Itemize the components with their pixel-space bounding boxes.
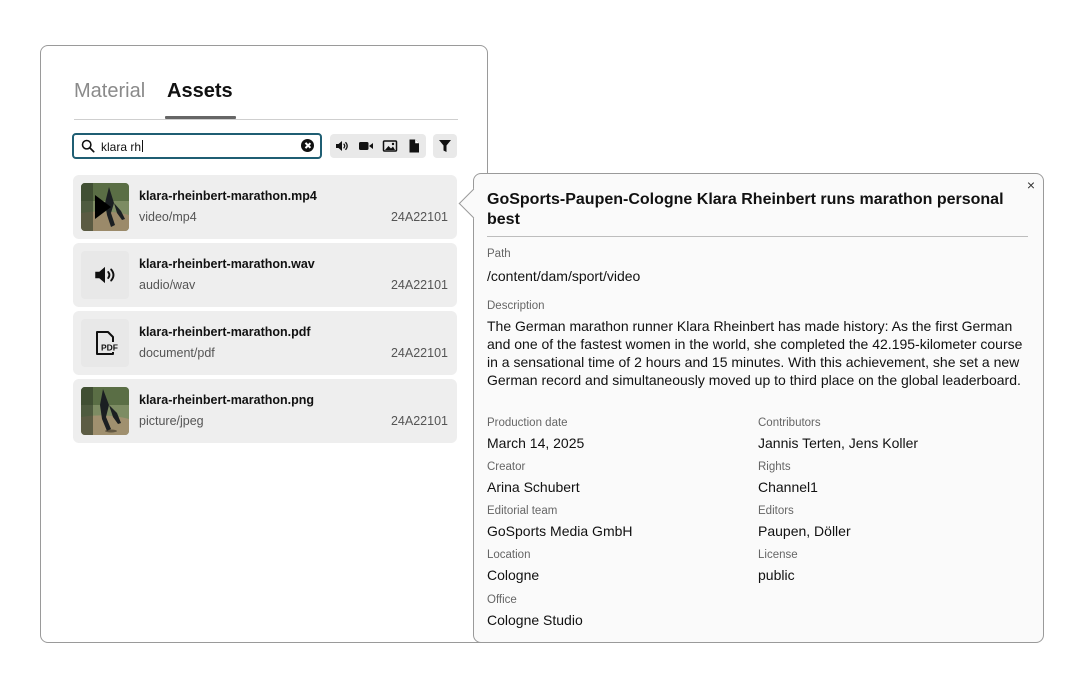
asset-type: audio/wav <box>139 278 196 292</box>
active-tab-indicator <box>165 116 236 119</box>
asset-name: klara-rheinbert-marathon.pdf <box>139 325 311 339</box>
asset-code: 24A22101 <box>390 346 448 360</box>
location-label: Location <box>487 549 531 561</box>
asset-name: klara-rheinbert-marathon.wav <box>139 257 315 271</box>
rights-label: Rights <box>758 461 791 473</box>
editors-value: Paupen, Döller <box>758 523 851 539</box>
picture-thumbnail <box>81 387 129 435</box>
tab-assets[interactable]: Assets <box>167 80 233 102</box>
editors-label: Editors <box>758 505 794 517</box>
editorial-team-value: GoSports Media GmbH <box>487 523 633 539</box>
asset-type: picture/jpeg <box>139 414 204 428</box>
license-value: public <box>758 567 795 583</box>
asset-list-item[interactable] <box>73 379 457 443</box>
description-value: The German marathon runner Klara Rheinbert has made history: As the first German and one of the fastest women in the world, she completed the 42.195-kilometer course in a sensational time of 2 hours and 15 minutes. With this achievement, she set a new German record and simultaneously moved up to third place on the global leaderboard. <box>487 318 1023 388</box>
location-value: Cologne <box>487 567 540 583</box>
asset-detail-popover <box>473 173 1044 643</box>
production-date-value: March 14, 2025 <box>487 435 585 451</box>
rights-value: Channel1 <box>758 479 818 495</box>
image-icon[interactable] <box>382 138 398 154</box>
asset-code: 24A22101 <box>390 414 448 428</box>
media-type-filter <box>330 134 426 158</box>
asset-name: klara-rheinbert-marathon.png <box>139 393 315 407</box>
contributors-value: Jannis Terten, Jens Koller <box>758 435 919 451</box>
asset-list-item[interactable] <box>73 311 457 375</box>
editorial-team-label: Editorial team <box>487 505 558 517</box>
office-value: Cologne Studio <box>487 612 583 628</box>
office-label: Office <box>487 594 517 606</box>
asset-title: GoSports-Paupen-Cologne Klara Rheinbert runs marathon personal best <box>487 191 1004 228</box>
creator-value: Arina Schubert <box>487 479 580 495</box>
speaker-icon <box>92 262 118 288</box>
asset-type: video/mp4 <box>139 210 197 224</box>
clear-search-icon[interactable] <box>301 139 314 152</box>
pdf-file-icon <box>90 328 120 358</box>
asset-code: 24A22101 <box>390 210 448 224</box>
asset-list-item[interactable] <box>73 175 457 239</box>
filter-button[interactable] <box>433 134 457 158</box>
video-thumbnail <box>81 183 129 231</box>
search-query: klara rh <box>101 140 142 154</box>
production-date-label: Production date <box>487 417 568 429</box>
audio-icon[interactable] <box>334 138 350 154</box>
search-input[interactable] <box>72 133 322 159</box>
divider <box>487 236 1028 237</box>
path-label: Path <box>487 248 511 260</box>
asset-name: klara-rheinbert-marathon.mp4 <box>139 189 317 203</box>
search-icon <box>81 139 95 153</box>
tab-material[interactable]: Material <box>74 80 146 102</box>
creator-label: Creator <box>487 461 526 473</box>
asset-list-item[interactable] <box>73 243 457 307</box>
audio-thumbnail <box>81 251 129 299</box>
svg-text:PDF: PDF <box>101 342 118 353</box>
path-value: /content/dam/sport/video <box>487 268 641 284</box>
description-label: Description <box>487 300 545 312</box>
asset-panel <box>40 45 488 643</box>
close-icon[interactable]: × <box>1026 177 1035 193</box>
pdf-thumbnail <box>81 319 129 367</box>
contributors-label: Contributors <box>758 417 821 429</box>
license-label: License <box>758 549 798 561</box>
asset-type: document/pdf <box>139 346 215 360</box>
filter-funnel-icon <box>438 138 452 154</box>
tab-bar <box>74 79 458 120</box>
asset-code: 24A22101 <box>390 278 448 292</box>
video-camera-icon[interactable] <box>358 138 374 154</box>
document-icon[interactable] <box>406 138 422 154</box>
